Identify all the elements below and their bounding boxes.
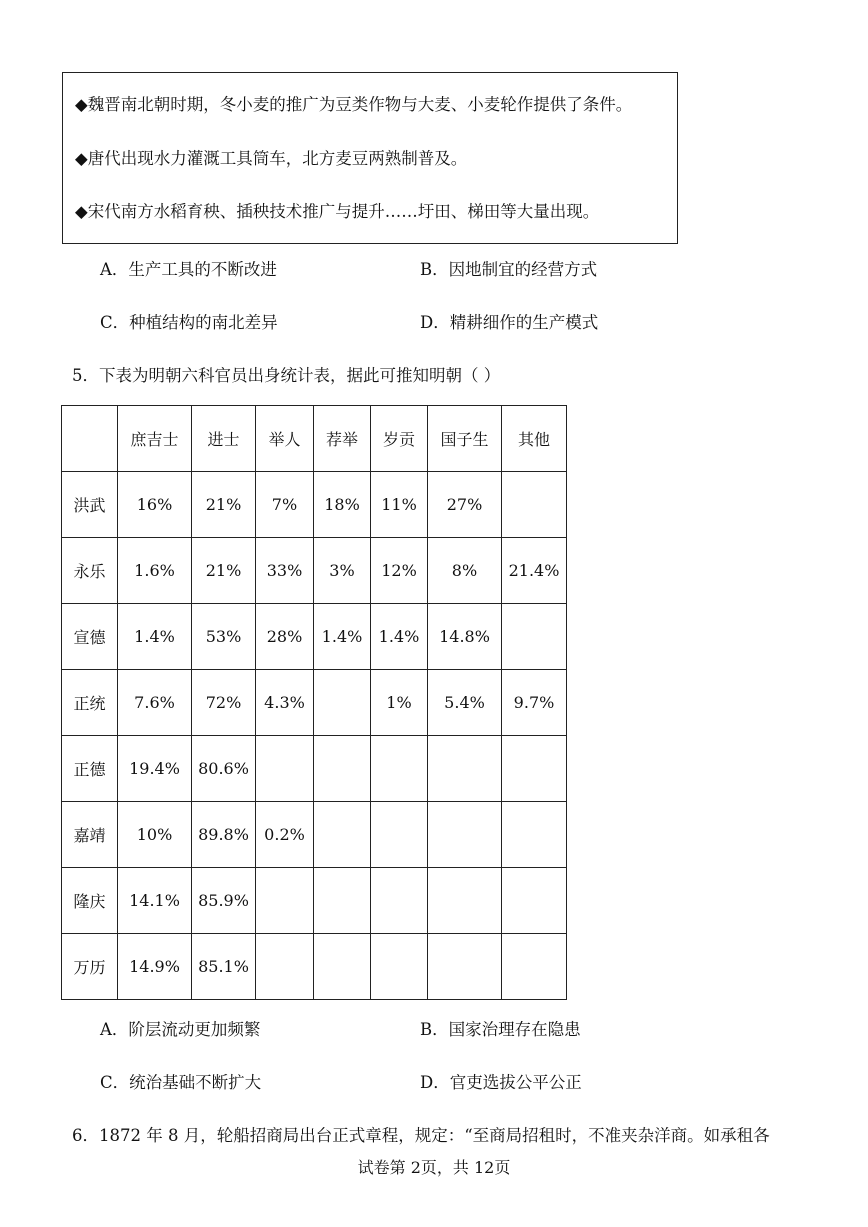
- table-cell: [502, 934, 567, 1000]
- q4-option-a[interactable]: A．生产工具的不断改进: [100, 260, 277, 279]
- table-row: [62, 670, 567, 736]
- table-cell: [256, 934, 314, 1000]
- table-header-row: [62, 406, 567, 472]
- q5-stem: 5．下表为明朝六科官员出身统计表，据此可推知明朝（ ）: [72, 366, 501, 385]
- table-cell: 28%: [256, 604, 314, 670]
- table-cell: [314, 934, 371, 1000]
- table-cell: 21%: [192, 472, 256, 538]
- table-cell: 85.1%: [192, 934, 256, 1000]
- table-cell: [256, 736, 314, 802]
- table-cell: [428, 934, 502, 1000]
- table-cell: 33%: [256, 538, 314, 604]
- table-cell: 21.4%: [502, 538, 567, 604]
- table-cell: 11%: [371, 472, 428, 538]
- table-cell: 3%: [314, 538, 371, 604]
- table-header-cell: 其他: [502, 406, 567, 472]
- table-cell: 21%: [192, 538, 256, 604]
- table-cell: [371, 934, 428, 1000]
- q6-stem: 6．1872 年 8 月，轮船招商局出台正式章程，规定：“至商局招租时，不准夹杂洋商。如承租各: [72, 1126, 770, 1145]
- table-cell: 宣德: [62, 604, 118, 670]
- table-cell: 14.1%: [118, 868, 192, 934]
- table-row: [62, 934, 567, 1000]
- table-cell: [314, 736, 371, 802]
- table-cell: 18%: [314, 472, 371, 538]
- table-cell: 洪武: [62, 472, 118, 538]
- table-cell: 85.9%: [192, 868, 256, 934]
- table-cell: 12%: [371, 538, 428, 604]
- material-line-2: ◆唐代出现水力灌溉工具筒车，北方麦豆两熟制普及。: [75, 149, 468, 168]
- table-cell: 0.2%: [256, 802, 314, 868]
- table-cell: 1.6%: [118, 538, 192, 604]
- q4-option-b[interactable]: B．因地制宜的经营方式: [420, 260, 598, 279]
- table-cell: [256, 868, 314, 934]
- table-header-cell: 举人: [256, 406, 314, 472]
- table-row: [62, 736, 567, 802]
- table-cell: 14.8%: [428, 604, 502, 670]
- table-cell: 1.4%: [371, 604, 428, 670]
- q4-option-c[interactable]: C．种植结构的南北差异: [100, 313, 278, 332]
- table-header-cell: 岁贡: [371, 406, 428, 472]
- table-cell: [428, 868, 502, 934]
- official-origin-table: [61, 405, 567, 1000]
- table-cell: 53%: [192, 604, 256, 670]
- table-cell: [314, 868, 371, 934]
- table-row: [62, 604, 567, 670]
- table-row: [62, 538, 567, 604]
- table-header-cell: 进士: [192, 406, 256, 472]
- table-cell: [428, 736, 502, 802]
- table-header-cell: 荐举: [314, 406, 371, 472]
- table-cell: [428, 802, 502, 868]
- table-cell: 8%: [428, 538, 502, 604]
- table-cell: 14.9%: [118, 934, 192, 1000]
- table-cell: 正统: [62, 670, 118, 736]
- table-cell: 1%: [371, 670, 428, 736]
- table-cell: 72%: [192, 670, 256, 736]
- table-row: [62, 868, 567, 934]
- page-footer: 试卷第 2页，共 12页: [357, 1158, 511, 1177]
- table-cell: [314, 670, 371, 736]
- table-cell: [502, 736, 567, 802]
- table-cell: 89.8%: [192, 802, 256, 868]
- table-header-cell: 庶吉士: [118, 406, 192, 472]
- table-cell: 隆庆: [62, 868, 118, 934]
- table-cell: 7.6%: [118, 670, 192, 736]
- table-cell: [371, 736, 428, 802]
- table-row: [62, 472, 567, 538]
- material-line-1: ◆魏晋南北朝时期，冬小麦的推广为豆类作物与大麦、小麦轮作提供了条件。: [75, 95, 633, 114]
- table-cell: [502, 802, 567, 868]
- material-line-3: ◆宋代南方水稻育秧、插秧技术推广与提升……圩田、梯田等大量出现。: [75, 202, 600, 221]
- table-row: [62, 802, 567, 868]
- table-cell: 7%: [256, 472, 314, 538]
- table-cell: 1.4%: [118, 604, 192, 670]
- table-header-cell: 国子生: [428, 406, 502, 472]
- table-cell: 嘉靖: [62, 802, 118, 868]
- table-cell: 10%: [118, 802, 192, 868]
- table-cell: [314, 802, 371, 868]
- table-cell: 正德: [62, 736, 118, 802]
- q5-option-d[interactable]: D．官吏选拔公平公正: [420, 1073, 582, 1092]
- table-cell: 1.4%: [314, 604, 371, 670]
- table-cell: 5.4%: [428, 670, 502, 736]
- table-cell: 万历: [62, 934, 118, 1000]
- table-cell: [371, 868, 428, 934]
- table-cell: [502, 604, 567, 670]
- q5-option-c[interactable]: C．统治基础不断扩大: [100, 1073, 262, 1092]
- table-cell: 9.7%: [502, 670, 567, 736]
- table-cell: [502, 868, 567, 934]
- table-cell: 19.4%: [118, 736, 192, 802]
- table-cell: 80.6%: [192, 736, 256, 802]
- table-header-cell: [62, 406, 118, 472]
- q4-option-d[interactable]: D．精耕细作的生产模式: [420, 313, 599, 332]
- q5-option-a[interactable]: A．阶层流动更加频繁: [100, 1020, 261, 1039]
- table-cell: 27%: [428, 472, 502, 538]
- table-cell: 4.3%: [256, 670, 314, 736]
- materials-box: [62, 72, 678, 244]
- table-cell: 永乐: [62, 538, 118, 604]
- table-cell: [502, 472, 567, 538]
- table-cell: [371, 802, 428, 868]
- q5-option-b[interactable]: B．国家治理存在隐患: [420, 1020, 581, 1039]
- table-cell: 16%: [118, 472, 192, 538]
